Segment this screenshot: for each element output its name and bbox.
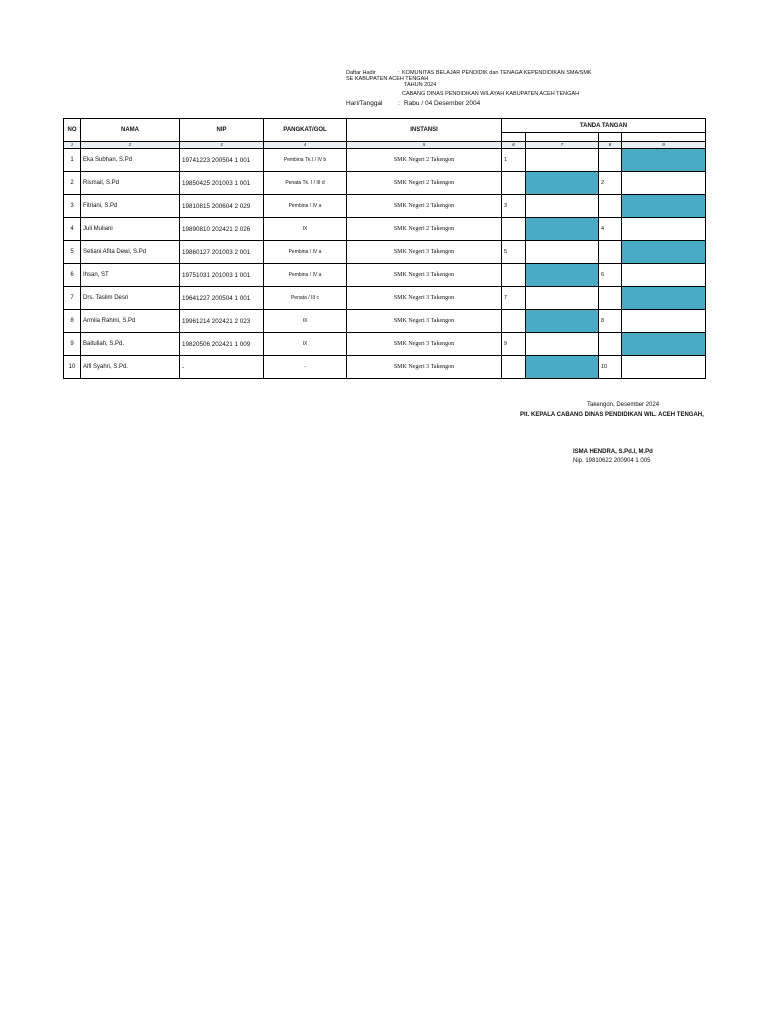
signer-name: ISMA HENDRA, S.Pd.I, M.Pd xyxy=(573,449,653,455)
participant-institution: SMK Negeri 2 Takengon xyxy=(347,149,502,172)
col-header-no: NO xyxy=(64,119,81,142)
column-number: 5 xyxy=(347,142,502,149)
sign-subheader-cell xyxy=(599,133,622,142)
participant-rank: Pembina / IV a xyxy=(264,195,347,218)
hari-tanggal-label: Hari/Tanggal xyxy=(346,100,383,107)
participant-institution: SMK Negeri 3 Takengon xyxy=(347,333,502,356)
participant-name: Eka Subhan, S.Pd xyxy=(81,149,180,172)
header-colon: : xyxy=(398,70,400,76)
sign-subheader-cell xyxy=(502,133,526,142)
title-line-1: KOMUNITAS BELAJAR PENDIDIK dan TENAGA KEPENDIDIKAN SMA/SMK xyxy=(402,70,592,76)
table-row xyxy=(64,287,706,310)
daftar-hadir-label: Daftar Hadir xyxy=(346,70,376,76)
signature-number xyxy=(502,218,526,241)
column-number: 2 xyxy=(81,142,180,149)
col-header-pangkat: PANGKAT/GOL xyxy=(264,119,347,142)
column-number: 9 xyxy=(622,142,706,149)
signer-nip: Nip. 19810622 200904 1 005 xyxy=(573,458,651,464)
signature-number xyxy=(599,149,622,172)
participant-nip: - xyxy=(180,356,264,379)
signature-number: 4 xyxy=(599,218,622,241)
signature-number: 9 xyxy=(502,333,526,356)
date-row xyxy=(346,100,481,107)
signature-cell xyxy=(526,356,599,379)
signature-number: 6 xyxy=(599,264,622,287)
participant-rank: Pembina / IV a xyxy=(264,264,347,287)
title-line-3: TAHUN 2024 xyxy=(404,82,437,89)
signature-cell xyxy=(622,333,706,356)
table-row xyxy=(64,356,706,379)
participant-nip: 19751031 201003 1 001 xyxy=(180,264,264,287)
column-number: 1 xyxy=(64,142,81,149)
row-number: 7 xyxy=(64,287,81,310)
participant-nip: 19860127 201003 2 001 xyxy=(180,241,264,264)
participant-rank: IX xyxy=(264,333,347,356)
participant-name: Alfi Syahri, S.Pd. xyxy=(81,356,180,379)
signature-cell xyxy=(622,172,706,195)
table-row xyxy=(64,264,706,287)
signature-number xyxy=(599,287,622,310)
participant-nip: 19890810 202421 2 026 xyxy=(180,218,264,241)
signature-number xyxy=(599,241,622,264)
signature-cell xyxy=(622,195,706,218)
participant-name: Armila Rahmi, S.Pd xyxy=(81,310,180,333)
participant-nip: 19820506 202421 1 009 xyxy=(180,333,264,356)
attendance-table xyxy=(63,118,706,379)
participant-institution: SMK Negeri 2 Takengon xyxy=(347,218,502,241)
participant-institution: SMK Negeri 2 Takengon xyxy=(347,172,502,195)
signature-cell xyxy=(526,264,599,287)
signature-cell xyxy=(526,149,599,172)
column-number: 4 xyxy=(264,142,347,149)
participant-rank: Pembina / IV a xyxy=(264,241,347,264)
signature-number xyxy=(502,264,526,287)
table-row xyxy=(64,195,706,218)
signature-cell xyxy=(622,264,706,287)
sign-subheader-cell xyxy=(526,133,599,142)
table-row xyxy=(64,149,706,172)
title-line-2: SE KABUPATEN ACEH TENGAH xyxy=(346,76,429,83)
participant-institution: SMK Negeri 2 Takengon xyxy=(347,195,502,218)
participant-name: Drs. Taslim Desri xyxy=(81,287,180,310)
participant-institution: SMK Negeri 3 Takengon xyxy=(347,264,502,287)
signature-cell xyxy=(622,218,706,241)
row-number: 3 xyxy=(64,195,81,218)
participant-nip: 19810815 200604 2 029 xyxy=(180,195,264,218)
signature-cell xyxy=(526,172,599,195)
signature-cell xyxy=(622,149,706,172)
row-number: 4 xyxy=(64,218,81,241)
participant-nip: 19961214 202421 2 023 xyxy=(180,310,264,333)
participant-nip: 19850425 201003 1 001 xyxy=(180,172,264,195)
signature-number: 3 xyxy=(502,195,526,218)
signature-number: 10 xyxy=(599,356,622,379)
signature-number xyxy=(599,333,622,356)
hari-tanggal-value: Rabu / 04 Desember 2004 xyxy=(404,100,481,107)
table-row xyxy=(64,241,706,264)
signature-number xyxy=(502,310,526,333)
signature-cell xyxy=(622,310,706,333)
participant-nip: 19741223 200504 1 001 xyxy=(180,149,264,172)
signature-cell xyxy=(622,356,706,379)
row-number: 8 xyxy=(64,310,81,333)
participant-name: Setiani Afita Dewi, S.Pd xyxy=(81,241,180,264)
participant-rank: Penata / III c xyxy=(264,287,347,310)
participant-name: Rismail, S.Pd xyxy=(81,172,180,195)
row-number: 1 xyxy=(64,149,81,172)
signature-cell xyxy=(526,310,599,333)
participant-institution: SMK Negeri 3 Takengon xyxy=(347,241,502,264)
signature-cell xyxy=(526,241,599,264)
row-number: 10 xyxy=(64,356,81,379)
participant-name: Juli Muliani xyxy=(81,218,180,241)
column-number: 6 xyxy=(502,142,526,149)
participant-institution: SMK Negeri 3 Takengon xyxy=(347,310,502,333)
col-header-instansi: INSTANSI xyxy=(347,119,502,142)
sign-subheader-cell xyxy=(622,133,706,142)
participant-rank: - xyxy=(264,356,347,379)
signature-number xyxy=(599,195,622,218)
signature-cell xyxy=(622,287,706,310)
column-number: 3 xyxy=(180,142,264,149)
signature-number: 5 xyxy=(502,241,526,264)
participant-institution: SMK Negeri 3 Takengon xyxy=(347,287,502,310)
participant-rank: IX xyxy=(264,310,347,333)
participant-name: Baitullah, S.Pd. xyxy=(81,333,180,356)
signature-cell xyxy=(526,333,599,356)
title-line-4: CABANG DINAS PENDIDIKAN WILAYAH KABUPATEN ACEH TENGAH xyxy=(402,90,580,97)
row-number: 2 xyxy=(64,172,81,195)
col-header-nip: NIP xyxy=(180,119,264,142)
participant-nip: 19641227 200504 1 001 xyxy=(180,287,264,310)
table-row xyxy=(64,218,706,241)
signature-number: 2 xyxy=(599,172,622,195)
table-row xyxy=(64,333,706,356)
table-row xyxy=(64,172,706,195)
signature-number xyxy=(502,172,526,195)
participant-name: Ihsan, ST xyxy=(81,264,180,287)
signature-cell xyxy=(526,195,599,218)
table-row xyxy=(64,310,706,333)
column-number-row xyxy=(64,142,706,149)
signature-cell xyxy=(526,287,599,310)
signer-position: Plt. KEPALA CABANG DINAS PENDIDIKAN WIL. ACEH TENGAH, xyxy=(520,412,704,418)
column-number: 7 xyxy=(526,142,599,149)
participant-rank: IX xyxy=(264,218,347,241)
row-number: 5 xyxy=(64,241,81,264)
col-header-nama: NAMA xyxy=(81,119,180,142)
column-number: 8 xyxy=(599,142,622,149)
signature-number: 7 xyxy=(502,287,526,310)
date-colon: : xyxy=(398,100,400,107)
participant-name: Fitriani, S.Pd xyxy=(81,195,180,218)
signature-cell xyxy=(526,218,599,241)
place-date: Takengon, Desember 2024 xyxy=(587,402,660,408)
col-header-tanda-tangan: TANDA TANGAN xyxy=(502,119,706,133)
signature-cell xyxy=(622,241,706,264)
signature-number: 1 xyxy=(502,149,526,172)
participant-rank: Penata Tk. I / III d xyxy=(264,172,347,195)
row-number: 9 xyxy=(64,333,81,356)
participant-institution: SMK Negeri 3 Takengon xyxy=(347,356,502,379)
participant-rank: Pembina Tk.I / IV b xyxy=(264,149,347,172)
row-number: 6 xyxy=(64,264,81,287)
signature-number: 8 xyxy=(599,310,622,333)
signature-number xyxy=(502,356,526,379)
